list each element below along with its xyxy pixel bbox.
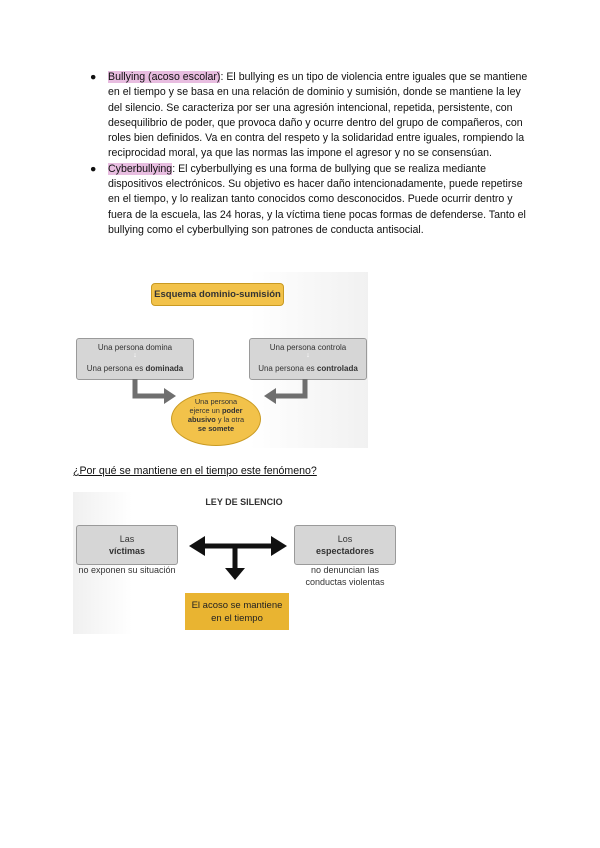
box-line-1: Una persona domina [97,343,173,352]
box-line-2-prefix: Una persona es [258,364,317,373]
diagram-title: LEY DE SILENCIO [205,497,283,507]
term-bullying: Bullying (acoso escolar) [108,71,221,83]
bystanders-bold: espectadores [315,546,375,556]
right-connector-arrow [275,379,305,396]
victims-suffix: no exponen su situación [78,565,176,575]
bullet-dot-icon: ● [90,71,97,83]
diagram-title: Esquema dominio-sumisión [151,283,284,306]
victims-bold: víctimas [108,546,146,556]
left-connector-arrow [135,379,165,396]
box-line-2-prefix: Una persona es [86,364,146,373]
box-line-2-bold: dominada [145,364,184,373]
bystanders-suffix: no denuncian las conductas violentas [305,565,385,587]
box-line-2-bold: controlada [316,364,358,373]
ellipse-text [172,397,260,433]
bullet-bullying [90,70,530,162]
victims-prefix: Las [119,534,135,544]
result-box [185,593,289,630]
bullet-cyberbullying [90,162,530,238]
box-line-1: Una persona controla [269,343,347,352]
arrowhead-down-icon [225,568,245,580]
term-separator: : [172,162,176,175]
bystanders-prefix: Los [337,534,353,544]
right-arrowhead-icon [264,388,276,404]
ellipse-bold-2: se somete [197,424,235,433]
ellipse-bold-1: poder abusivo [187,406,243,424]
down-arrow-icon: ↓ [306,352,310,359]
definition-cyberbullying: El cyberbullying es una forma de bullying que se realiza mediante dispositivos electrónicos. Su objetivo es hacer daño intencionadamente, puede repetirse en el tiempo, y lo realizan tanto conocidos como desconocidos. Puede ocurrir dentro y fuera de la escuela, las 24 horas, y la víctima tiene pocas formas de defenderse. Tanto el bullying como el cyberbullying son patrones de conducta antisocial. [108,162,526,236]
result-text: El acoso se mantiene en el tiempo [191,600,283,624]
term-separator: : [220,71,224,83]
law-of-silence-diagram [73,492,403,634]
down-arrow-icon: ↓ [133,352,137,359]
section-question: ¿Por qué se mantiene en el tiempo este fenómeno? [73,465,317,477]
term-cyberbullying: Cyberbullying [108,162,173,175]
dominance-submission-diagram [73,272,368,448]
power-abuse-ellipse [171,392,261,446]
definitions-list [90,70,530,238]
arrowhead-right-icon [271,536,287,556]
ellipse-part-1: Una persona ejerce un [189,397,238,415]
bullet-dot-icon: ● [90,162,97,175]
definition-bullying: El bullying es un tipo de violencia entre iguales que se mantiene en el tiempo y se basa en una relación de dominio y sumisión, donde se mantiene la ley del silencio. Se caracteriza por ser una agresión intencional, repetida, persistente, con desequilibrio de poder, que provoca daño y ocurre dentro del grupo de compañeros, con roles bien definidos. Va en contra del respeto y la solidaridad entre iguales, rompiendo la reciprocidad moral, ya que las normas las impone el agresor y no se consensúan. [108,71,528,160]
arrowhead-left-icon [189,536,205,556]
ellipse-part-2: y la otra [215,415,245,424]
